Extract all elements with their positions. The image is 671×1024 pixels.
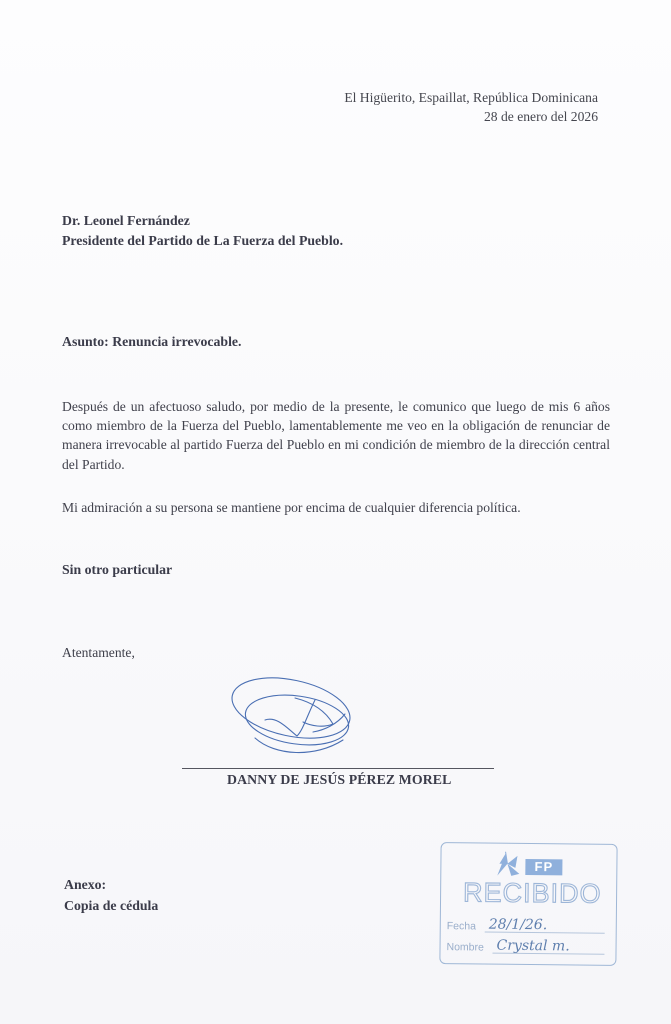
stamp-name-value: Crystal m. [496, 937, 570, 955]
annex-block [64, 874, 158, 916]
closing-line: Sin otro particular [62, 562, 173, 577]
stamp-logo-text: FP [525, 859, 562, 875]
date-line: 28 de enero del 2026 [483, 109, 598, 124]
recipient-name: Dr. Leonel Fernández [62, 213, 190, 228]
signature-line [182, 768, 494, 769]
signature-icon [225, 668, 365, 763]
body-paragraph-2: Mi admiración a su persona se mantiene por encima de cualquier diferencia política. [62, 500, 521, 515]
stamp-date-label: Fecha [446, 920, 477, 933]
letter-header [344, 88, 598, 126]
stamp-title: RECIBIDO [462, 877, 602, 909]
stamp-date-field [447, 916, 607, 936]
stamp-date-value: 28/1/26. [488, 916, 548, 934]
body-paragraph-1: Después de un afectuoso saludo, por medio de la presente, le comunico que luego de mis 6 años como miembro de la Fuerza del Pueblo, lamentablemente me veo en la obligación de renunciar de manera irrevocable al partido Fuerza del Pueblo en mi condición de miembro de la dirección central del Partido. [62, 399, 610, 472]
annex-item: Copia de cédula [64, 898, 159, 913]
recipient-title: Presidente del Partido de La Fuerza del Pueblo. [62, 233, 344, 248]
party-logo-icon [493, 850, 521, 878]
received-stamp [439, 842, 617, 966]
signer-name: DANNY DE JESÚS PÉREZ MOREL [227, 772, 452, 787]
recipient-block [62, 211, 343, 251]
subject-line: Asunto: Renuncia irrevocable. [62, 334, 242, 349]
regards-line: Atentamente, [62, 645, 135, 660]
stamp-name-field [446, 937, 606, 957]
stamp-name-label: Nombre [446, 941, 484, 954]
place-line: El Higüerito, Espaillat, República Dominicana [344, 90, 598, 105]
annex-label: Anexo: [64, 877, 107, 892]
